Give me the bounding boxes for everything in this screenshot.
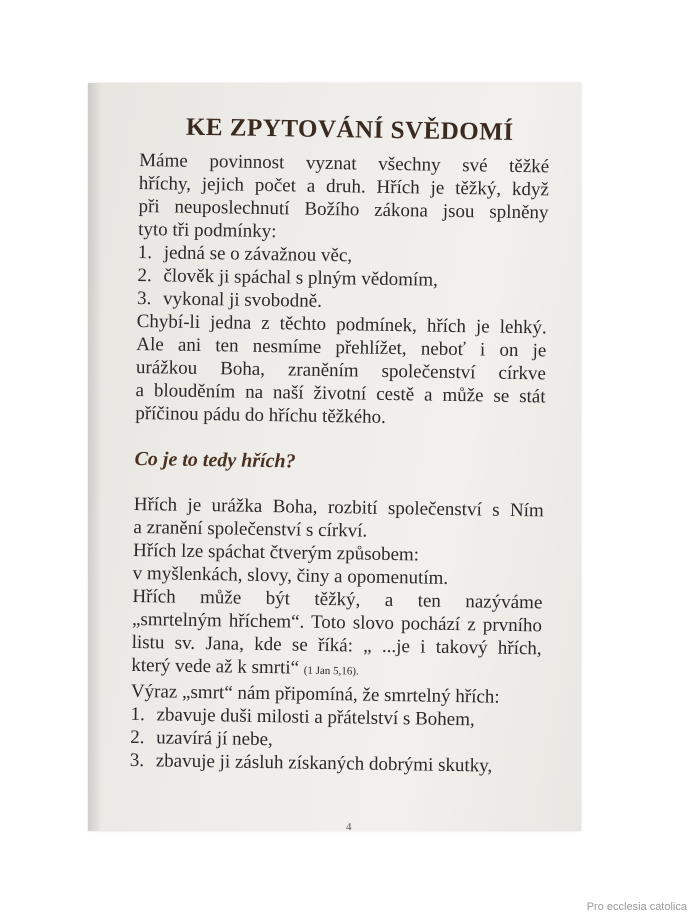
text-line: Máme povinnost vyznat všechny své těžké	[139, 149, 550, 178]
list-number: 1.	[130, 703, 145, 726]
text-line: Hřích je urážka Boha, rozbití společenství s Ním	[133, 493, 544, 522]
text-line: Hřích lze spáchat čtverým způsobem:	[132, 539, 420, 566]
list-text: člověk ji spáchal s plným vědomím,	[163, 265, 438, 291]
book-page	[88, 83, 581, 831]
intro-paragraph	[138, 149, 549, 247]
quote-end: který vede až k smrti“	[131, 654, 300, 679]
text-line: „smrtelným hříchem“. Toto slovo pochází z prvního	[131, 608, 543, 637]
list-text: zbavuje duši milosti a přátelství s Bohem,	[156, 704, 475, 731]
list-text: vykonal ji svobodně.	[162, 288, 323, 312]
list-number: 2.	[137, 264, 152, 287]
list-number: 3.	[129, 749, 145, 772]
text-line: a blouděním na naší životní cestě a může se stát	[135, 379, 546, 408]
text-line: v myšlenkách, slovy, činy a opomenutím.	[132, 562, 449, 589]
page-title: KE ZPYTOVÁNÍ SVĚDOMÍ	[185, 113, 514, 146]
list-text: jedná se o závažnou věc,	[163, 242, 353, 267]
definition-paragraph	[131, 493, 544, 709]
conditions-list	[137, 241, 548, 316]
text-line: při neuposlechnutí Božího zákona jsou splněny	[138, 195, 549, 224]
light-sin-paragraph	[135, 310, 547, 431]
page-binding-shadow	[88, 83, 102, 831]
list-text: uzavírá jí nebe,	[156, 727, 273, 751]
text-line: Ale ani ten nesmíme přehlížet, neboť i on je	[136, 333, 547, 362]
text-line: tyto tři podmínky:	[138, 218, 277, 243]
text-line: hříchy, jejich počet a druh. Hřích je těžký, když	[138, 172, 550, 201]
text-line: Výraz „smrt“ nám připomíná, že smrtelný hřích:	[130, 680, 500, 708]
page-number: 4	[346, 821, 352, 831]
text-line: listu sv. Jana, kde se říká: „ ...je i takový hřích,	[131, 631, 542, 660]
text-line: urážkou Boha, zraněním společenství církve	[135, 356, 547, 385]
list-number: 1.	[137, 241, 153, 264]
list-number: 2.	[130, 726, 145, 749]
section-heading: Co je to tedy hřích?	[134, 447, 296, 473]
text-line: a zranění společenství s církví.	[133, 516, 368, 542]
page-content	[130, 113, 550, 778]
bible-reference: (1 Jan 5,16).	[303, 664, 359, 678]
text-line: příčinou pádu do hříchu těžkého.	[135, 402, 387, 428]
text-line: Hřích může být těžký, a ten nazýváme	[132, 585, 543, 614]
list-text: zbavuje ji zásluh získaných dobrými skutky,	[155, 750, 493, 777]
effects-list	[130, 703, 541, 778]
watermark: Pro ecclesia catolica	[586, 901, 687, 913]
list-number: 3.	[136, 287, 152, 310]
text-line: Chybí-li jedna z těchto podmínek, hřích je lehký.	[136, 310, 547, 339]
